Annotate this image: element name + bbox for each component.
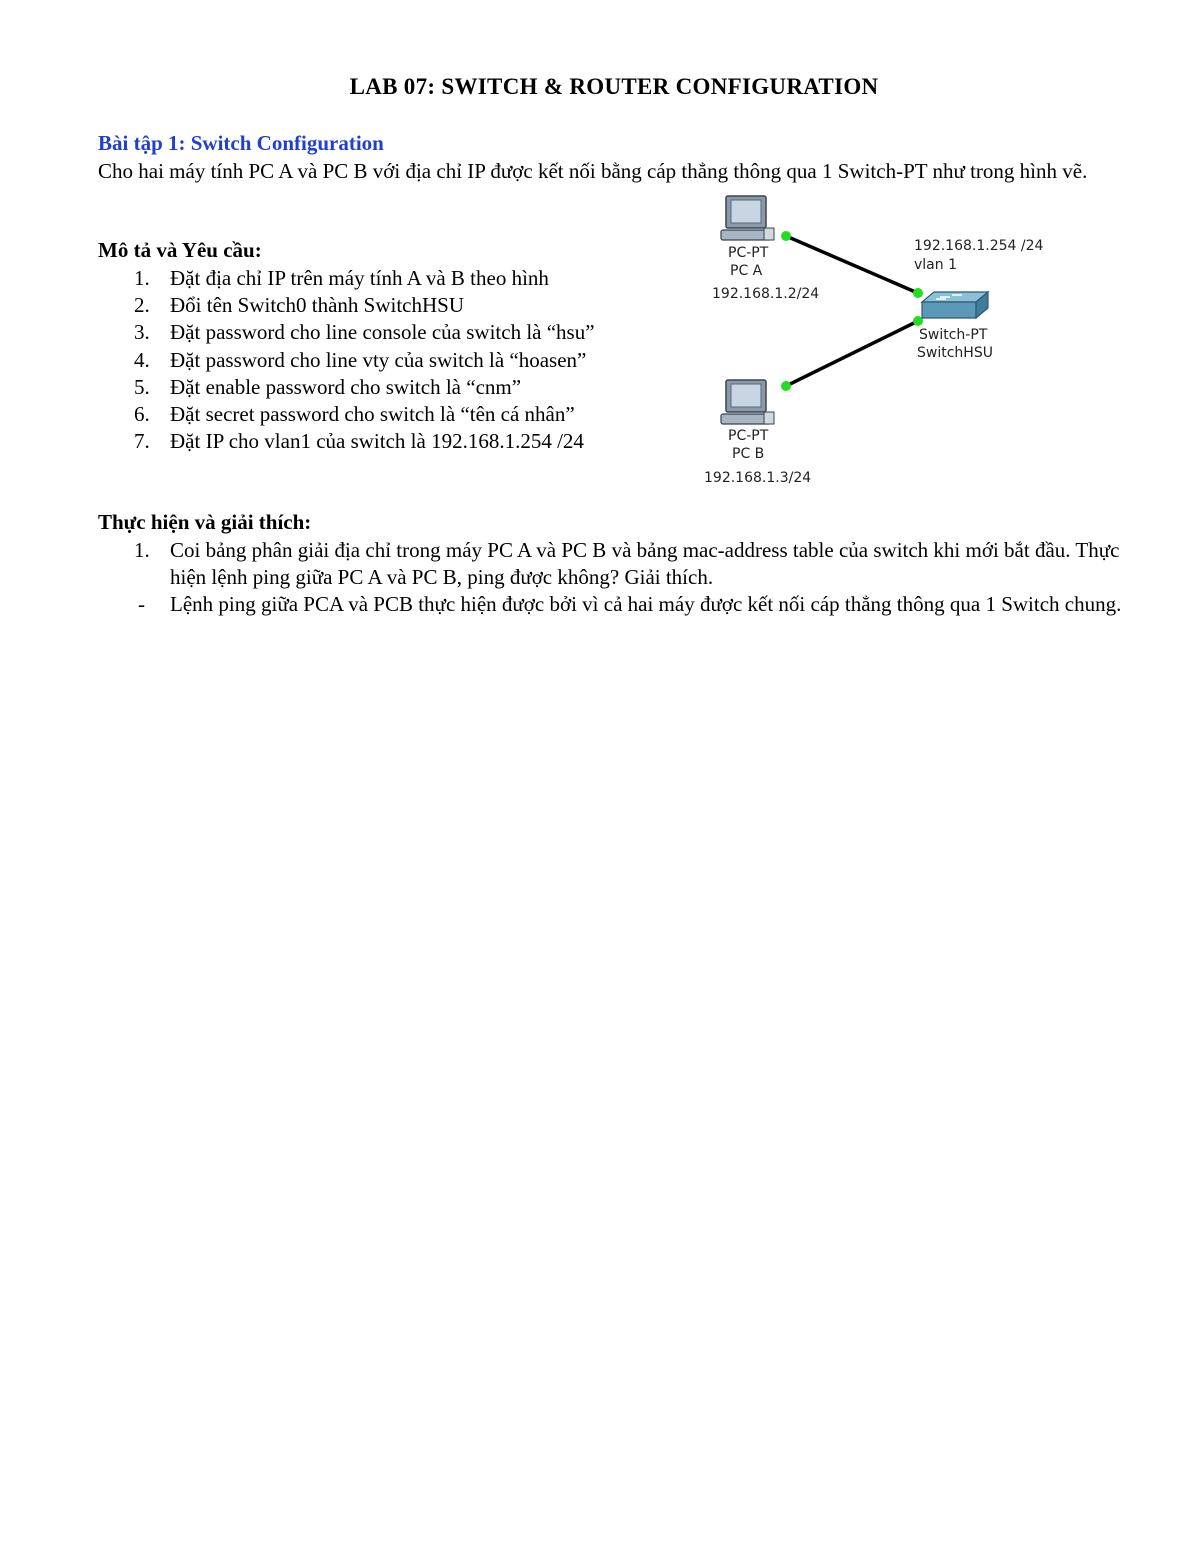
list-text: Coi bảng phân giải địa chỉ trong máy PC A và PC B và bảng mac-address table của switch khi mới bắt đầu. Thực hiện lệnh ping giữa PC A và PC B, ping được không? Giải thích. bbox=[170, 538, 1120, 589]
requirements-heading: Mô tả và Yêu cầu: bbox=[98, 238, 262, 262]
pc-a-type-label: PC-PT bbox=[728, 245, 769, 261]
list-text: Đặt secret password cho switch là “tên cá nhân” bbox=[170, 401, 575, 426]
exercise-heading: Bài tập 1: Switch Configuration bbox=[98, 131, 384, 155]
list-number: 4. bbox=[134, 347, 150, 372]
list-text: Đặt enable password cho switch là “cnm” bbox=[170, 374, 522, 399]
list-text: Đặt IP cho vlan1 của switch là 192.168.1.254 /24 bbox=[170, 429, 584, 454]
switch-ip-label: 192.168.1.254 /24 bbox=[914, 238, 1044, 254]
link-pc-b-switch bbox=[786, 320, 920, 386]
list-text: Đổi tên Switch0 thành SwitchHSU bbox=[170, 293, 464, 318]
intro-paragraph: Cho hai máy tính PC A và PC B với địa chỉ IP được kết nối bằng cáp thẳng thông qua 1 Switch-PT như trong hình vẽ. bbox=[98, 159, 1088, 183]
switch-name-label: SwitchHSU bbox=[917, 345, 993, 361]
port-indicator bbox=[781, 381, 791, 391]
list-text: Đặt password cho line vty của switch là “hoasen” bbox=[170, 347, 587, 372]
page-title: LAB 07: SWITCH & ROUTER CONFIGURATION bbox=[349, 74, 879, 99]
pc-b-icon bbox=[721, 380, 774, 424]
pc-a-name-label: PC A bbox=[730, 263, 763, 279]
switch-type-label: Switch-PT bbox=[919, 327, 988, 343]
list-number: 1. bbox=[134, 266, 150, 290]
network-topology-diagram bbox=[690, 190, 1060, 500]
pc-b-ip-label: 192.168.1.3/24 bbox=[704, 470, 812, 486]
implementation-heading: Thực hiện và giải thích: bbox=[98, 510, 312, 534]
port-indicator bbox=[913, 288, 923, 298]
switch-vlan-label: vlan 1 bbox=[914, 257, 957, 273]
list-number: 2. bbox=[134, 293, 150, 318]
list-number: 3. bbox=[134, 320, 150, 345]
list-number: 1. bbox=[134, 538, 150, 562]
list-text: Đặt địa chỉ IP trên máy tính A và B theo hình bbox=[170, 266, 549, 290]
list-number: 6. bbox=[134, 401, 150, 426]
list-number: 5. bbox=[134, 374, 150, 399]
pc-a-icon bbox=[721, 196, 774, 240]
list-bullet: - bbox=[138, 592, 145, 616]
list-text: Đặt password cho line console của switch là “hsu” bbox=[170, 320, 595, 345]
pc-a-ip-label: 192.168.1.2/24 bbox=[712, 286, 820, 302]
pc-b-type-label: PC-PT bbox=[728, 428, 769, 444]
port-indicator bbox=[781, 231, 791, 241]
switch-icon bbox=[922, 292, 988, 318]
list-text: Lệnh ping giữa PCA và PCB thực hiện được bởi vì cả hai máy được kết nối cáp thẳng thông qua 1 Switch chung. bbox=[170, 592, 1122, 616]
list-number: 7. bbox=[134, 429, 150, 454]
pc-b-name-label: PC B bbox=[732, 446, 765, 462]
